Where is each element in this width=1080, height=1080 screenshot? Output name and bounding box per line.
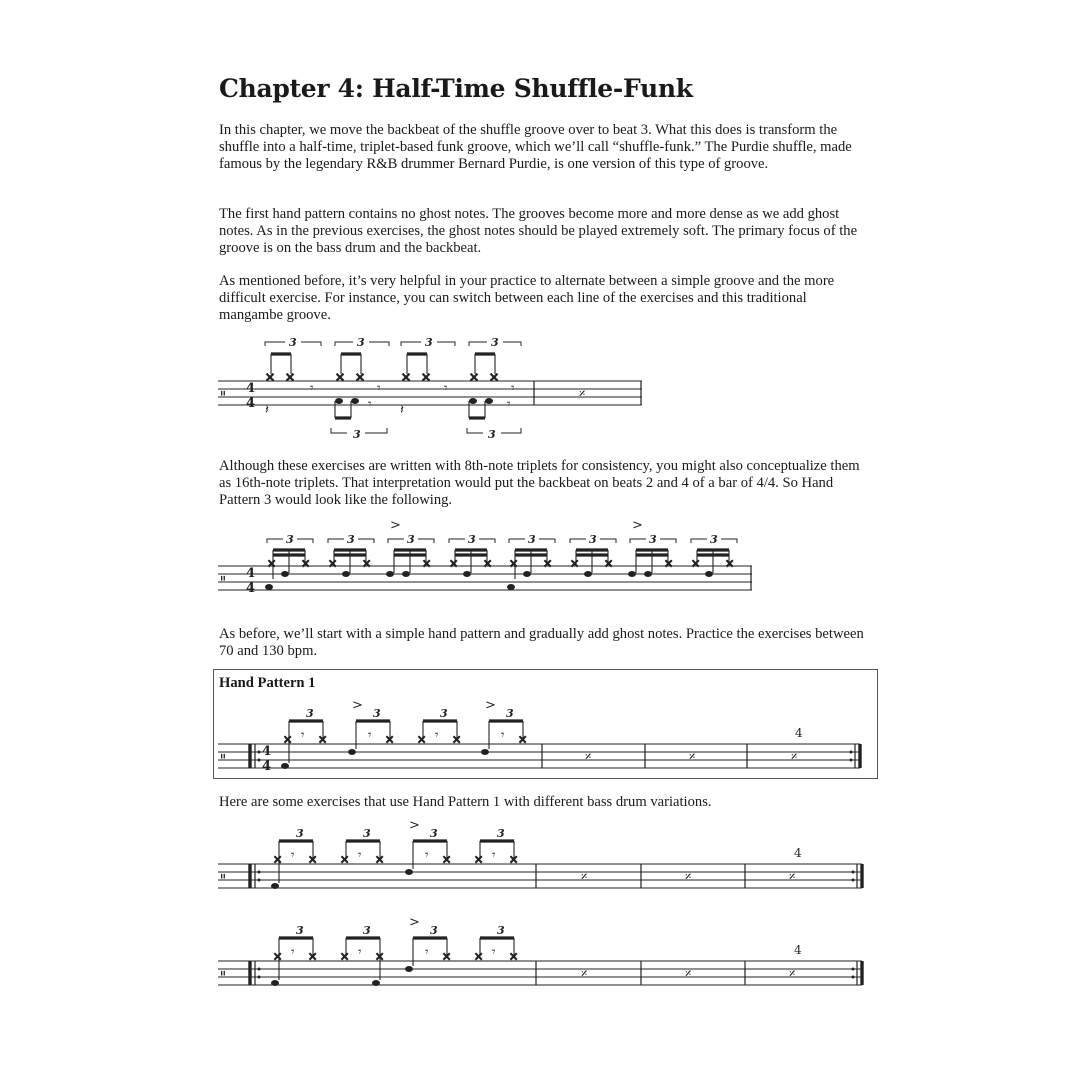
staff-lines: [218, 744, 860, 768]
rest: 𝄾: [310, 381, 314, 396]
svg-text:×: ×: [518, 733, 528, 746]
svg-text:×: ×: [570, 557, 580, 570]
tuplet-label: 3: [306, 707, 314, 720]
rest: 𝄾: [501, 728, 505, 743]
svg-text:×: ×: [273, 853, 283, 866]
time-sig-top: 4: [246, 381, 256, 396]
svg-text:×: ×: [417, 733, 427, 746]
svg-text:×: ×: [285, 370, 296, 384]
rest: 𝄾: [358, 848, 362, 863]
tuplet-label: 3: [363, 827, 371, 840]
svg-text:×: ×: [691, 557, 701, 570]
accent-mark: >: [409, 818, 420, 833]
rest: 𝄾: [511, 381, 515, 396]
paragraph-16th-triplets: Although these exercises are written with 8th-note triplets for consistency, you might also conceptualize them as 16th-note triplets. That interpretation would put the backbeat on beats 2 and 4 of a bar of 4/4. So Hand Pattern 3 would look like the following.: [219, 458, 860, 508]
accent-mark: >: [409, 915, 420, 930]
tuplet-label: 3: [468, 533, 476, 546]
percussion-clef: 𝄥: [221, 387, 225, 402]
upper-voice: [265, 336, 521, 396]
svg-text:×: ×: [509, 557, 519, 570]
rest: 𝄾: [425, 848, 429, 863]
simile-mark: 𝄎: [791, 750, 798, 765]
tuplet-label: 3: [407, 533, 415, 546]
accent-mark: >: [390, 518, 401, 533]
lower-voice: [265, 397, 521, 441]
tuplet-label: 3: [497, 827, 505, 840]
svg-text:×: ×: [664, 557, 674, 570]
paragraph-exercises: Here are some exercises that use Hand Pattern 1 with different bass drum variations.: [219, 794, 712, 810]
accent-mark: >: [485, 698, 496, 713]
tuplet-label: 3: [491, 336, 499, 349]
svg-text:𝄾: 𝄾: [507, 397, 511, 412]
tuplet-label: 3: [430, 924, 438, 937]
svg-text:×: ×: [265, 370, 276, 384]
chapter-title: Chapter 4: Half-Time Shuffle-Funk: [219, 74, 693, 103]
svg-text:×: ×: [452, 733, 462, 746]
simile-mark: 𝄎: [789, 870, 796, 885]
svg-text:×: ×: [422, 557, 432, 570]
svg-text:×: ×: [362, 557, 372, 570]
simile-mark: 𝄎: [685, 967, 692, 982]
tuplet-label: 3: [296, 827, 304, 840]
paragraph-ghost-notes: The first hand pattern contains no ghost notes. The grooves become more and more dense as we add ghost notes. As in the previous exercises, the ghost notes should be played extremely soft. The primary focus of the groove is on the bass drum and the backbeat.: [219, 206, 858, 256]
svg-text:×: ×: [543, 557, 553, 570]
notation-staff-exercise-1: [215, 817, 865, 897]
svg-text:×: ×: [474, 853, 484, 866]
tuplet-label: 3: [497, 924, 505, 937]
svg-text:𝄥: 𝄥: [221, 967, 225, 982]
tuplet-label: 3: [357, 336, 365, 349]
tuplet-label: 3: [589, 533, 597, 546]
svg-text:×: ×: [449, 557, 459, 570]
rest: 𝄾: [444, 381, 448, 396]
rest: 𝄾: [291, 848, 295, 863]
paragraph-alternate: As mentioned before, it’s very helpful in your practice to alternate between a simple groove and the more difficult exercise. For instance, you can switch between each line of the exercises and this traditional mangambe groove.: [219, 273, 835, 323]
simile-mark: 𝄎: [689, 750, 696, 765]
tuplet-label: 3: [506, 707, 514, 720]
svg-text:×: ×: [604, 557, 614, 570]
hp1-groups: [281, 698, 527, 769]
svg-text:×: ×: [385, 733, 395, 746]
rest: 𝄾: [492, 945, 496, 960]
rest: 𝄾: [301, 728, 305, 743]
svg-text:×: ×: [308, 853, 318, 866]
tuplet-label: 3: [710, 533, 718, 546]
svg-text:×: ×: [401, 370, 412, 384]
svg-text:×: ×: [318, 733, 328, 746]
svg-text:×: ×: [267, 557, 277, 570]
svg-text:𝄾: 𝄾: [368, 397, 372, 412]
time-sig-bottom: 4: [262, 759, 272, 774]
tuplet-label: 3: [347, 533, 355, 546]
paragraph-intro: In this chapter, we move the backbeat of the shuffle groove over to beat 3. What this does is transform the shuffle into a half-time, triplet-based funk groove, which we’ll call “shuffle-funk.” The Purdie shuffle, made famous by the legendary R&B drummer Bernard Purdie, is one version of this type of groove.: [219, 122, 852, 172]
svg-text:×: ×: [489, 370, 500, 384]
svg-text:×: ×: [340, 950, 350, 963]
svg-text:×: ×: [725, 557, 735, 570]
svg-text:×: ×: [375, 853, 385, 866]
tuplet-label: 3: [373, 707, 381, 720]
tuplet-label: 3: [353, 428, 361, 441]
svg-text:𝄽: 𝄽: [400, 403, 404, 418]
notation-staff-hand-pattern-1: [215, 697, 865, 777]
notation-staff-mangambe: [215, 332, 655, 447]
simile-mark: 𝄎: [581, 870, 588, 885]
svg-text:×: ×: [340, 853, 350, 866]
simile-mark: 𝄎: [789, 967, 796, 982]
rest: 𝄾: [435, 728, 439, 743]
svg-text:×: ×: [483, 557, 493, 570]
rest: 𝄾: [291, 945, 295, 960]
svg-text:×: ×: [308, 950, 318, 963]
svg-text:×: ×: [442, 950, 452, 963]
tuplet-label: 3: [488, 428, 496, 441]
svg-text:𝄥: 𝄥: [221, 750, 225, 765]
svg-text:×: ×: [509, 853, 519, 866]
tuplet-label: 3: [296, 924, 304, 937]
tuplet-label: 3: [286, 533, 294, 546]
time-sig-bottom: 4: [246, 581, 256, 596]
rest: 𝄾: [425, 945, 429, 960]
time-sig-bottom: 4: [246, 396, 256, 411]
simile-mark: 𝄎: [685, 870, 692, 885]
staff-lines: [218, 961, 862, 985]
svg-text:×: ×: [328, 557, 338, 570]
tuplet-label: 3: [528, 533, 536, 546]
accent-mark: >: [352, 698, 363, 713]
svg-text:×: ×: [421, 370, 432, 384]
triplet-groups: [265, 518, 737, 590]
ex1-groups: [271, 818, 518, 889]
hand-pattern-label: Hand Pattern 1: [219, 675, 316, 691]
rest: 𝄾: [377, 381, 381, 396]
svg-text:×: ×: [283, 733, 293, 746]
svg-text:×: ×: [375, 950, 385, 963]
simile-mark: 𝄎: [585, 750, 592, 765]
svg-text:×: ×: [335, 370, 346, 384]
svg-text:×: ×: [474, 950, 484, 963]
tuplet-label: 3: [425, 336, 433, 349]
svg-text:×: ×: [355, 370, 366, 384]
notation-staff-exercise-2: [215, 914, 865, 994]
repeat-count: 4: [794, 943, 802, 957]
svg-text:×: ×: [273, 950, 283, 963]
tuplet-label: 3: [440, 707, 448, 720]
repeat-count: 4: [795, 726, 803, 740]
ex2-groups: [271, 915, 518, 986]
accent-mark: >: [632, 518, 643, 533]
repeat-count: 4: [794, 846, 802, 860]
tuplet-label: 3: [363, 924, 371, 937]
svg-text:×: ×: [301, 557, 311, 570]
paragraph-before-hp1: As before, we’ll start with a simple hand pattern and gradually add ghost notes. Practice the exercises between 70 and 130 bpm.: [219, 626, 864, 659]
svg-text:×: ×: [469, 370, 480, 384]
rest: 𝄾: [492, 848, 496, 863]
svg-text:𝄽: 𝄽: [265, 403, 269, 418]
rest: 𝄾: [368, 728, 372, 743]
svg-text:𝄥: 𝄥: [221, 870, 225, 885]
staff-lines: [218, 864, 862, 888]
time-sig-top: 4: [246, 566, 256, 581]
svg-text:𝄥: 𝄥: [221, 572, 225, 587]
notation-staff-16th-triplets: [215, 517, 760, 597]
simile-mark: 𝄎: [579, 387, 586, 402]
tuplet-label: 3: [430, 827, 438, 840]
rest: 𝄾: [358, 945, 362, 960]
tuplet-label: 3: [289, 336, 297, 349]
tuplet-label: 3: [649, 533, 657, 546]
svg-text:×: ×: [442, 853, 452, 866]
svg-text:×: ×: [509, 950, 519, 963]
simile-mark: 𝄎: [581, 967, 588, 982]
time-sig-top: 4: [262, 744, 272, 759]
